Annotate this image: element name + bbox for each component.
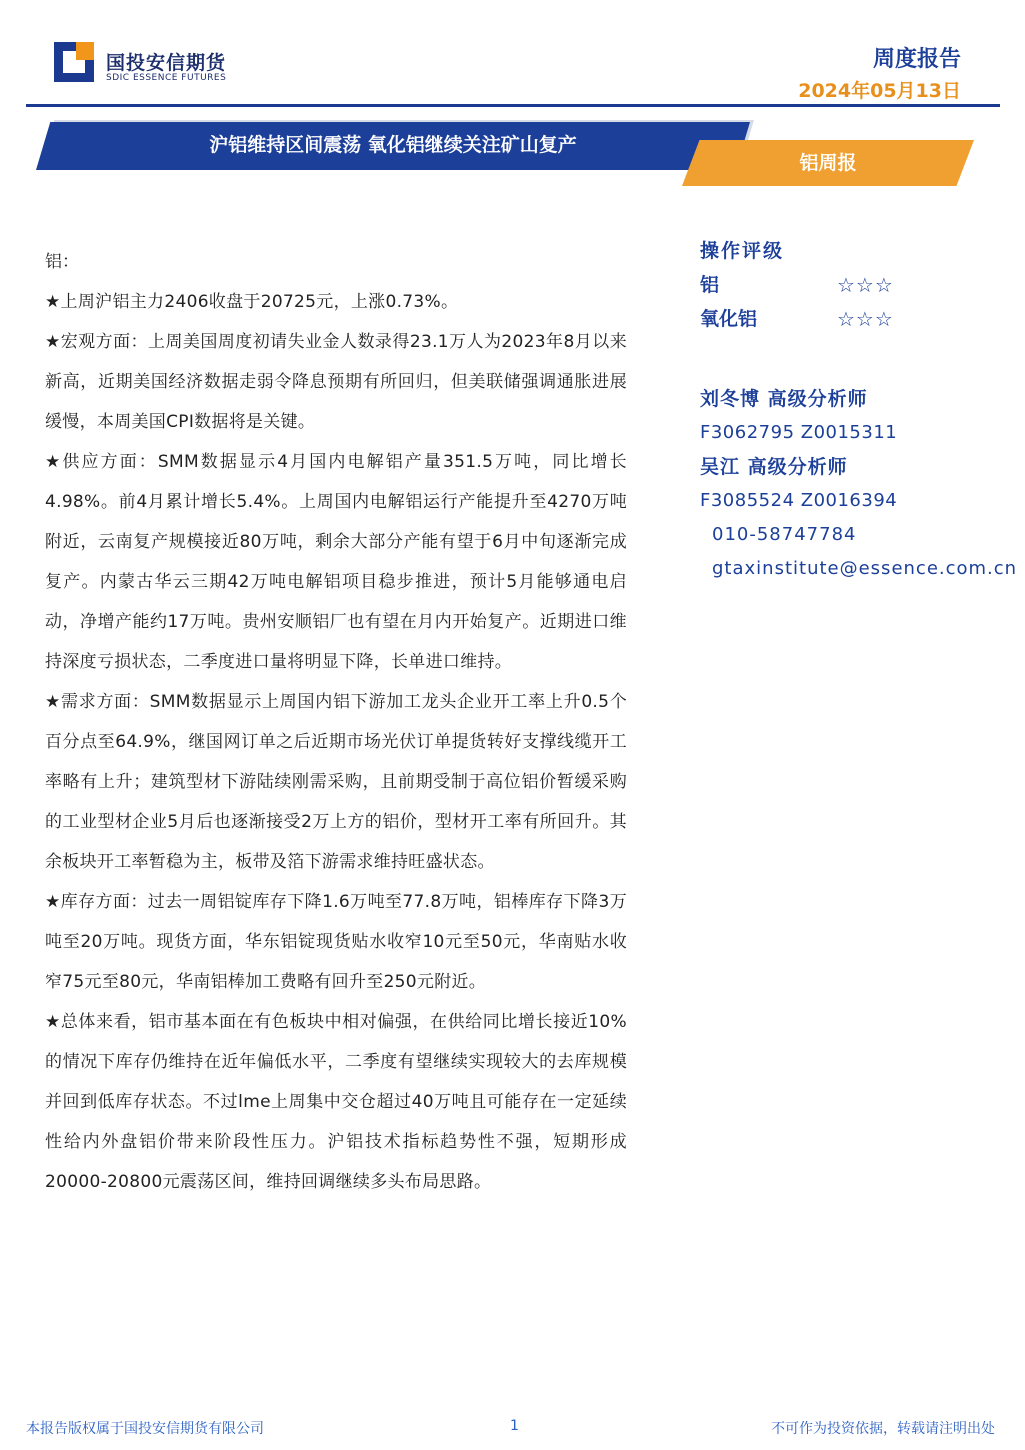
brand-logo-icon <box>54 42 98 82</box>
contact-email[interactable]: gtaxinstitute@essence.com.cn <box>712 558 1018 579</box>
section-label: 铝： <box>45 252 79 272</box>
analyst-name: 刘冬博 高级分析师 <box>700 388 868 410</box>
analyst-name: 吴江 高级分析师 <box>700 456 848 478</box>
paragraph-summary: ★总体来看，铝市基本面在有色板块中相对偏强，在供给同比增长接近10%的情况下库存仍维持在近年偏低水平，二季度有望继续实现较大的去库规模并回到低库存状态。不过lme上周集中交仓超过40万吨且可能存在一定延续性给内外盘铝价带来阶段性压力。沪铝技术指标趋势性不强，短期形成20000-20800元震荡区间，维持回调继续多头布局思路。 <box>45 1012 627 1192</box>
footer-disclaimer: 不可作为投资依据，转载请注明出处 <box>771 1421 995 1437</box>
report-body <box>45 242 627 1202</box>
paragraph-supply: ★供应方面：SMM数据显示4月国内电解铝产量351.5万吨，同比增长4.98%。前4月累计增长5.4%。上周国内电解铝运行产能提升至4270万吨附近，云南复产规模接近80万吨，剩余大部分产能有望于6月中旬逐渐完成复产。内蒙古华云三期42万吨电解铝项目稳步推进，预计5月能够通电启动，净增产能约17万吨。贵州安顺铝厂也有望在月内开始复产。近期进口维持深度亏损状态，二季度进口量将明显下降，长单进口维持。 <box>45 452 627 672</box>
paragraph-inventory: ★库存方面：过去一周铝锭库存下降1.6万吨至77.8万吨，铝棒库存下降3万吨至20万吨。现货方面，华东铝锭现货贴水收窄10元至50元，华南贴水收窄75元至80元，华南铝棒加工费略有回升至250元附近。 <box>45 892 627 992</box>
star-rating-icon: ☆☆☆ <box>837 307 894 331</box>
analyst-license: F3062795 Z0015311 <box>700 422 898 443</box>
report-tag: 铝周报 <box>799 152 857 174</box>
page-number: 1 <box>510 1418 519 1434</box>
rating-row-aluminum <box>700 268 1020 302</box>
footer-copyright: 本报告版权属于国投安信期货有限公司 <box>26 1421 264 1437</box>
report-type: 周度报告 <box>872 47 961 72</box>
rating-row-alumina <box>700 302 1020 336</box>
header-divider <box>26 104 1000 107</box>
sidebar <box>700 234 1020 586</box>
rating-label: 氧化铝 <box>700 308 758 330</box>
paragraph-macro: ★宏观方面：上周美国周度初请失业金人数录得23.1万人为2023年8月以来新高，近期美国经济数据走弱令降息预期有所回归，但美联储强调通胀进展缓慢，本周美国CPI数据将是关键。 <box>45 332 627 432</box>
paragraph-demand: ★需求方面：SMM数据显示上周国内铝下游加工龙头企业开工率上升0.5个百分点至64.9%，继国网订单之后近期市场光伏订单提货转好支撑线缆开工率略有上升；建筑型材下游陆续刚需采购，且前期受制于高位铝价暂缓采购的工业型材企业5月后也逐渐接受2万上方的铝价，型材开工率有所回升。其余板块开工率暂稳为主，板带及箔下游需求维持旺盛状态。 <box>45 692 627 872</box>
brand-name-cn: 国投安信期货 <box>106 52 227 74</box>
rating-label: 铝 <box>700 274 720 296</box>
star-rating-icon: ☆☆☆ <box>837 273 894 297</box>
analyst-license: F3085524 Z0016394 <box>700 490 898 511</box>
report-title: 沪铝维持区间震荡 氧化铝继续关注矿山复产 <box>209 134 577 156</box>
contact-phone: 010-58747784 <box>712 524 857 545</box>
brand-name-en: SDIC ESSENCE FUTURES <box>106 73 227 83</box>
paragraph-price: ★上周沪铝主力2406收盘于20725元，上涨0.73%。 <box>45 292 459 312</box>
rating-title: 操作评级 <box>700 240 785 262</box>
report-date: 2024年05月13日 <box>798 80 961 102</box>
